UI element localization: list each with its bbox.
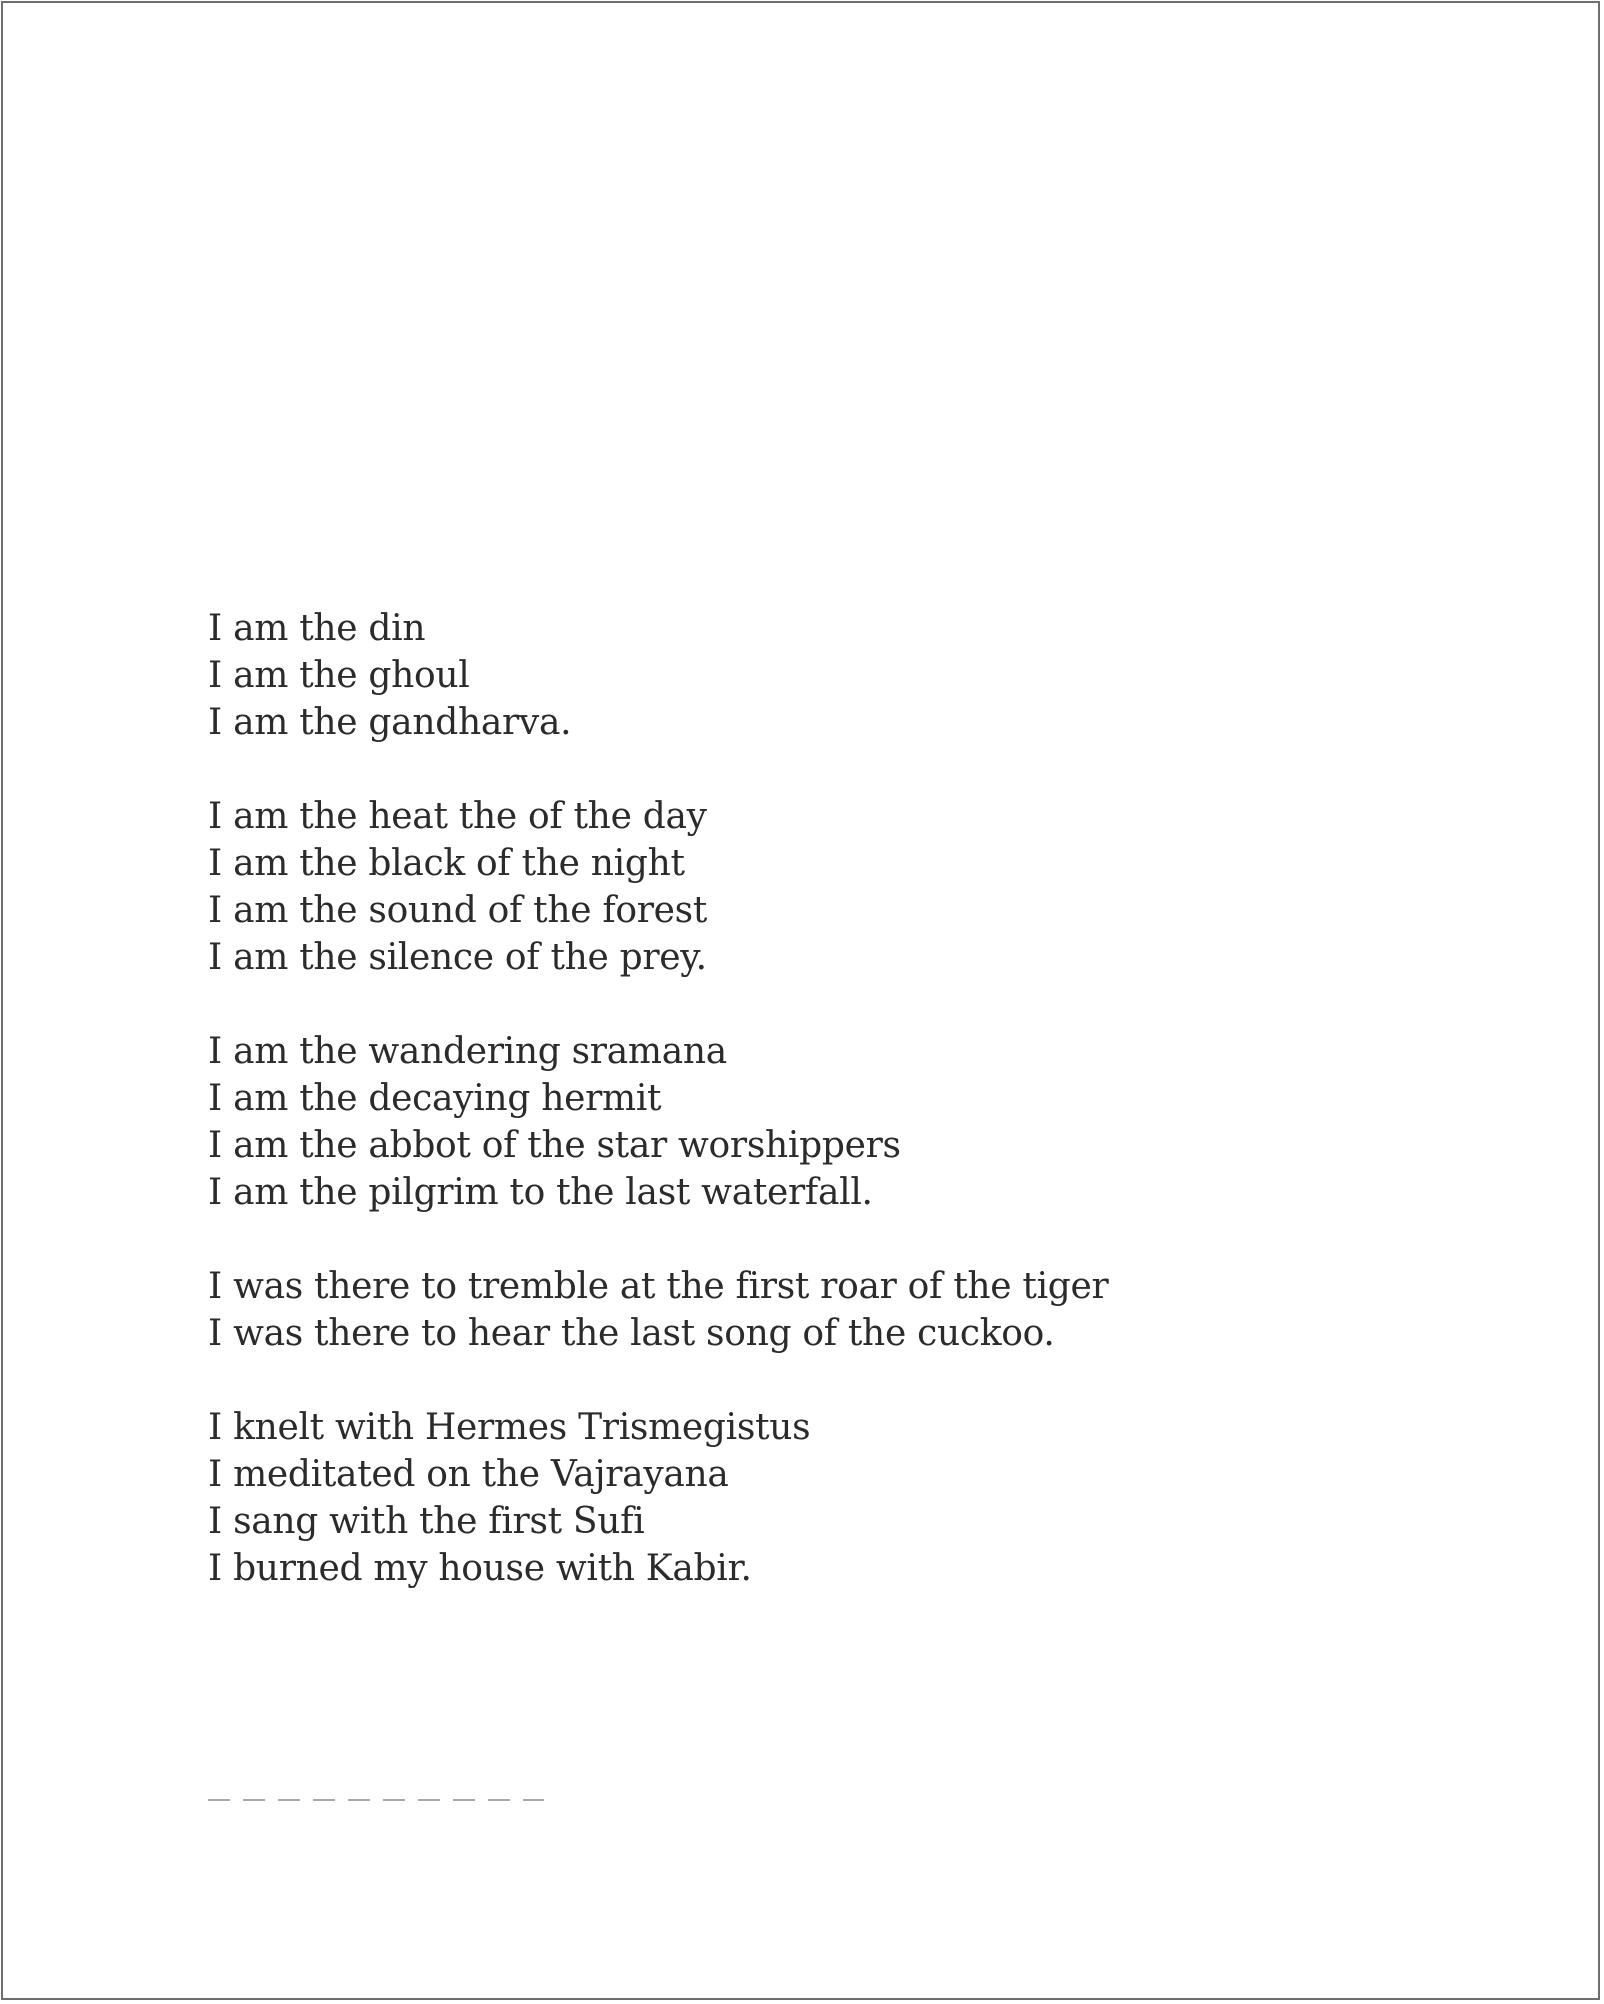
poem-line: I meditated on the Vajrayana (208, 1454, 729, 1495)
poem-line: I am the gandharva. (208, 702, 572, 743)
stanza-3 (208, 1028, 1108, 1216)
poem-line: I burned my house with Kabir. (208, 1548, 752, 1589)
document-page (1, 1, 1600, 2000)
poem-line: I am the heat the of the day (208, 796, 707, 837)
poem-line: I was there to tremble at the first roar of the tiger (208, 1266, 1109, 1307)
poem-line: I am the wandering sramana (208, 1031, 727, 1072)
poem-line: I am the decaying hermit (208, 1078, 662, 1119)
poem-body (208, 605, 1108, 1639)
poem-line: I am the silence of the prey. (208, 937, 707, 978)
poem-line: I am the pilgrim to the last waterfall. (208, 1172, 873, 1213)
poem-line: I was there to hear the last song of the cuckoo. (208, 1313, 1055, 1354)
poem-line: I am the ghoul (208, 655, 470, 696)
stanza-4 (208, 1263, 1108, 1357)
stanza-2 (208, 793, 1108, 981)
poem-line: I knelt with Hermes Trismegistus (208, 1407, 811, 1448)
footer-dashed-rule (208, 1799, 544, 1801)
poem-line: I am the black of the night (208, 843, 685, 884)
poem-line: I sang with the first Sufi (208, 1501, 645, 1542)
poem-line: I am the sound of the forest (208, 890, 708, 931)
poem-line: I am the abbot of the star worshippers (208, 1125, 901, 1166)
poem-line: I am the din (208, 608, 426, 649)
stanza-1 (208, 605, 1108, 746)
stanza-5 (208, 1404, 1108, 1592)
